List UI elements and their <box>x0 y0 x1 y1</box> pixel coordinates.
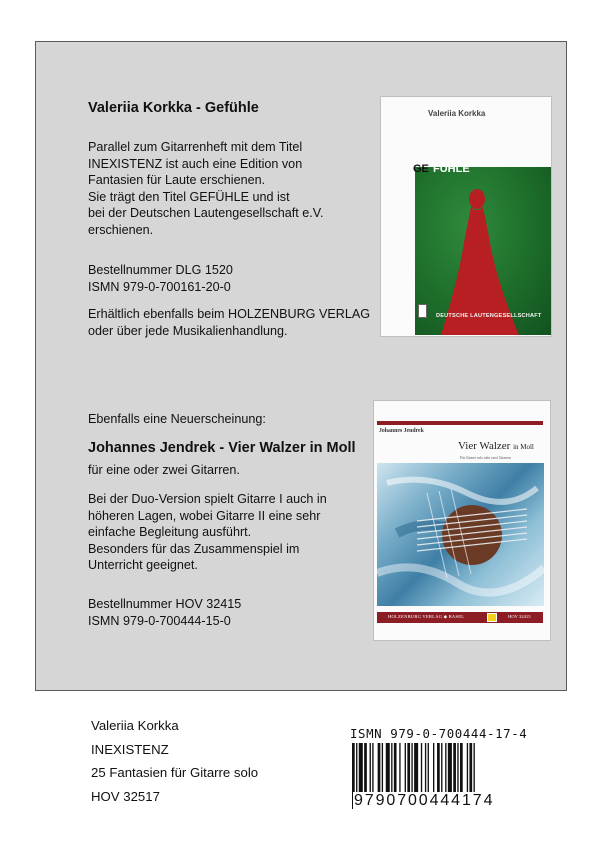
footer-author: Valeriia Korkka <box>91 718 179 733</box>
book1-description-line: Fantasien für Laute erschienen. <box>88 173 266 188</box>
book1-description-line: erschienen. <box>88 222 154 237</box>
cover2-title <box>458 440 534 452</box>
book2-description-line: Besonders für das Zusammenspiel im <box>88 541 300 556</box>
book1-availability <box>88 306 370 339</box>
book2-description-line: Unterricht geeignet. <box>88 558 198 573</box>
book1-availability-line: Erhältlich ebenfalls beim HOLZENBURG VERLAG <box>88 307 371 321</box>
book1-availability-line: oder über jede Musikalienhandlung. <box>88 323 288 338</box>
publisher-logo-icon <box>418 304 427 318</box>
book1-ismn: ISMN 979-0-700161-20-0 <box>88 279 231 294</box>
cover2-subtitle: Für Gitarre solo oder zwei Gitarren <box>460 456 511 460</box>
book2-description-line: Bei der Duo-Version spielt Gitarre I auch in <box>88 492 327 506</box>
book2-description-line: einfache Begleitung ausführt. <box>88 525 252 540</box>
cover1-green-field <box>415 167 551 335</box>
cover2-author: Johannes Jendrek <box>379 428 424 434</box>
book1-description <box>88 139 323 239</box>
book1-description-line: Parallel zum Gitarrenheft mit dem Titel <box>88 140 303 154</box>
cover2-title-main: Vier Walzer <box>458 440 511 452</box>
cover2-number: HOV 32415 <box>508 614 531 619</box>
cover2-artwork <box>377 463 544 606</box>
book2-order-number: Bestellnummer HOV 32415 <box>88 597 242 611</box>
publisher-logo-icon <box>487 613 497 622</box>
footer-title: INEXISTENZ <box>91 742 169 757</box>
cover1-title-dark: GE <box>413 163 429 175</box>
cover2-top-bar <box>377 421 543 425</box>
book2-ismn: ISMN 979-0-700444-15-0 <box>88 613 231 628</box>
book2-subheading: für eine oder zwei Gitarren. <box>88 463 240 477</box>
back-cover-panel <box>35 41 567 691</box>
book2-intro: Ebenfalls eine Neuerscheinung: <box>88 412 266 426</box>
book2-order-info <box>88 596 241 629</box>
book1-heading: Valeriia Korkka - Gefühle <box>88 100 259 116</box>
book1-description-line: Sie trägt den Titel GEFÜHLE und ist <box>88 189 290 204</box>
cover2-publisher: HOLZENBURG VERLAG ◆ BASEL <box>388 614 465 619</box>
book1-cover-image <box>380 96 552 337</box>
book2-description <box>88 491 327 574</box>
guitar-soundhole-icon <box>377 463 544 606</box>
cover1-figure <box>415 167 551 335</box>
book1-order-number: Bestellnummer DLG 1520 <box>88 263 233 277</box>
book2-cover-image <box>373 400 551 641</box>
book1-order-info <box>88 262 233 295</box>
barcode-digits: 9790700444174 <box>354 792 495 809</box>
ismn-label: ISMN 979-0-700444-17-4 <box>350 726 528 741</box>
cover1-author: Valeriia Korkka <box>428 109 486 118</box>
footer-subtitle: 25 Fantasien für Gitarre solo <box>91 765 259 780</box>
book1-description-line: bei der Deutschen Lautengesellschaft e.V. <box>88 206 324 221</box>
book2-description-line: höheren Lagen, wobei Gitarre II eine sehr <box>88 508 321 523</box>
footer-number: HOV 32517 <box>91 789 160 804</box>
cover1-publisher: DEUTSCHE LAUTENGESELLSCHAFT <box>436 313 542 319</box>
book1-description-line: INEXISTENZ ist auch eine Edition von <box>88 156 303 171</box>
cover2-title-small: in Moll <box>513 443 534 451</box>
cover1-title-light: FÜHLE <box>433 163 470 175</box>
book2-heading: Johannes Jendrek - Vier Walzer in Moll <box>88 440 356 456</box>
